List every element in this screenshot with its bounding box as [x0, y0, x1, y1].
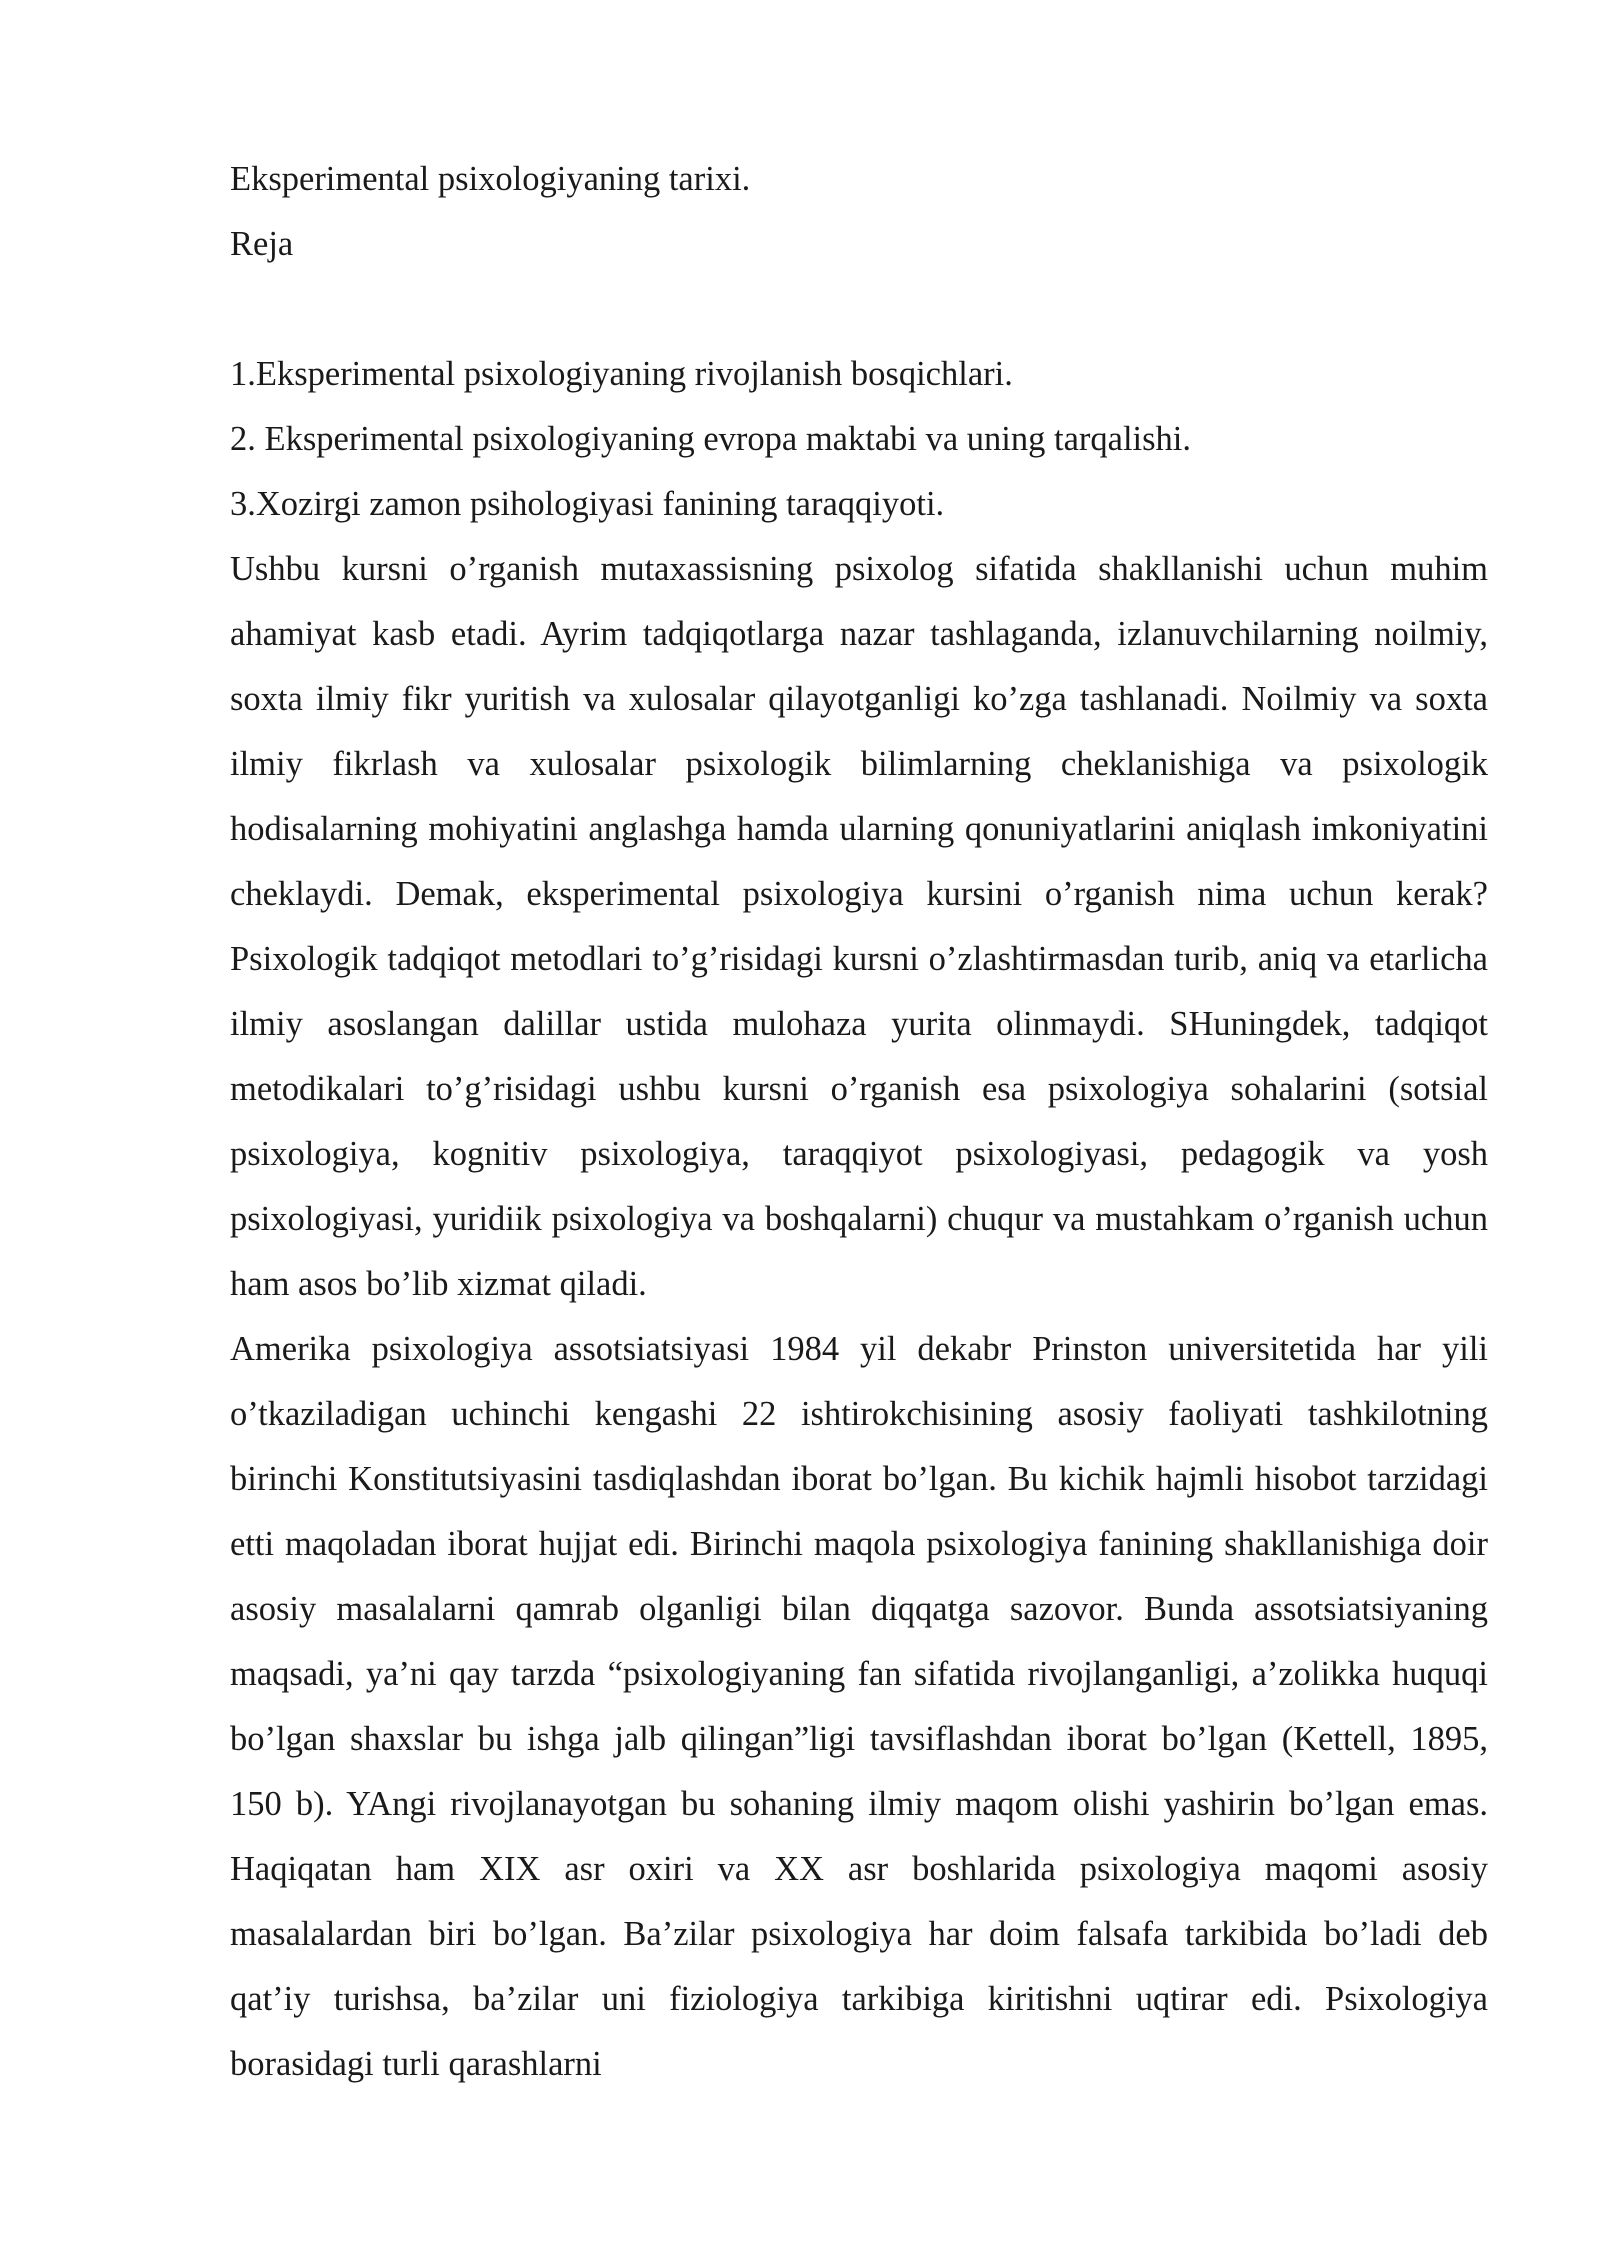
- plan-item-2: 2. Eksperimental psixologiyaning evropa maktabi va uning tarqalishi.: [230, 420, 1191, 458]
- plan-item-1: 1.Eksperimental psixologiyaning rivojlanish bosqichlari.: [230, 355, 1013, 393]
- paragraph-course-importance: Ushbu kursni o’rganish mutaxassisning psixolog sifatida shakllanishi uchun muhim ahamiyat kasb etadi. Ayrim tadqiqotlarga nazar tashlaganda, izlanuvchilarning noilmiy, soxta ilmiy fikr yuritish va xulosalar qilayotganligi ko’zga tashlanadi. Noilmiy va soxta ilmiy fikrlash va xulosalar psixologik bilimlarning cheklanishiga va psixologik hodisalarning mohiyatini anglashga hamda ularning qonuniyatlarini aniqlash imkoniyatini cheklaydi. Demak, eksperimental psixologiya kursini o’rganish nima uchun kerak? Psixologik tadqiqot metodlari to’g’risidagi kursni o’zlashtirmasdan turib, aniq va etarlicha ilmiy asoslangan dalillar ustida mulohaza yurita olinmaydi. SHuningdek, tadqiqot metodikalari to’g’risidagi ushbu kursni o’rganish esa psixologiya sohalarini (sotsial psixologiya, kognitiv psixologiya, taraqqiyot psixologiyasi, pedagogik va yosh psixologiyasi, yuridiik psixologiya va boshqalarni) chuqur va mustahkam o’rganish uchun ham asos bo’lib xizmat qiladi.: [230, 550, 1488, 1303]
- document-body: [230, 147, 1488, 2097]
- document-title: Eksperimental psixologiyaning tarixi.: [230, 160, 751, 198]
- paragraph-apa-history: Amerika psixologiya assotsiatsiyasi 1984 yil dekabr Prinston universitetida har yili o’tkaziladigan uchinchi kengashi 22 ishtirokchisining asosiy faoliyati tashkilotning birinchi Konstitutsiyasini tasdiqlashdan iborat bo’lgan. Bu kichik hajmli hisobot tarzidagi etti maqoladan iborat hujjat edi. Birinchi maqola psixologiya fanining shakllanishiga doir asosiy masalalarni qamrab olganligi bilan diqqatga sazovor. Bunda assotsiatsiyaning maqsadi, ya’ni qay tarzda “psixologiyaning fan sifatida rivojlanganligi, a’zolikka huquqi bo’lgan shaxslar bu ishga jalb qilingan”ligi tavsiflashdan iborat bo’lgan (Kettell, 1895, 150 b). YAngi rivojlanayotgan bu sohaning ilmiy maqom olishi yashirin bo’lgan emas. Haqiqatan ham XIX asr oxiri va XX asr boshlarida psixologiya maqomi asosiy masalalardan biri bo’lgan. Ba’zilar psixologiya har doim falsafa tarkibida bo’ladi deb qat’iy turishsa, ba’zilar uni fiziologiya tarkibiga kiritishni uqtirar edi. Psixologiya borasidagi turli qarashlarni: [230, 1330, 1488, 2083]
- plan-heading: Reja: [230, 225, 294, 263]
- plan-item-3: 3.Xozirgi zamon psihologiyasi fanining taraqqiyoti.: [230, 485, 945, 523]
- blank-line: [230, 277, 1488, 342]
